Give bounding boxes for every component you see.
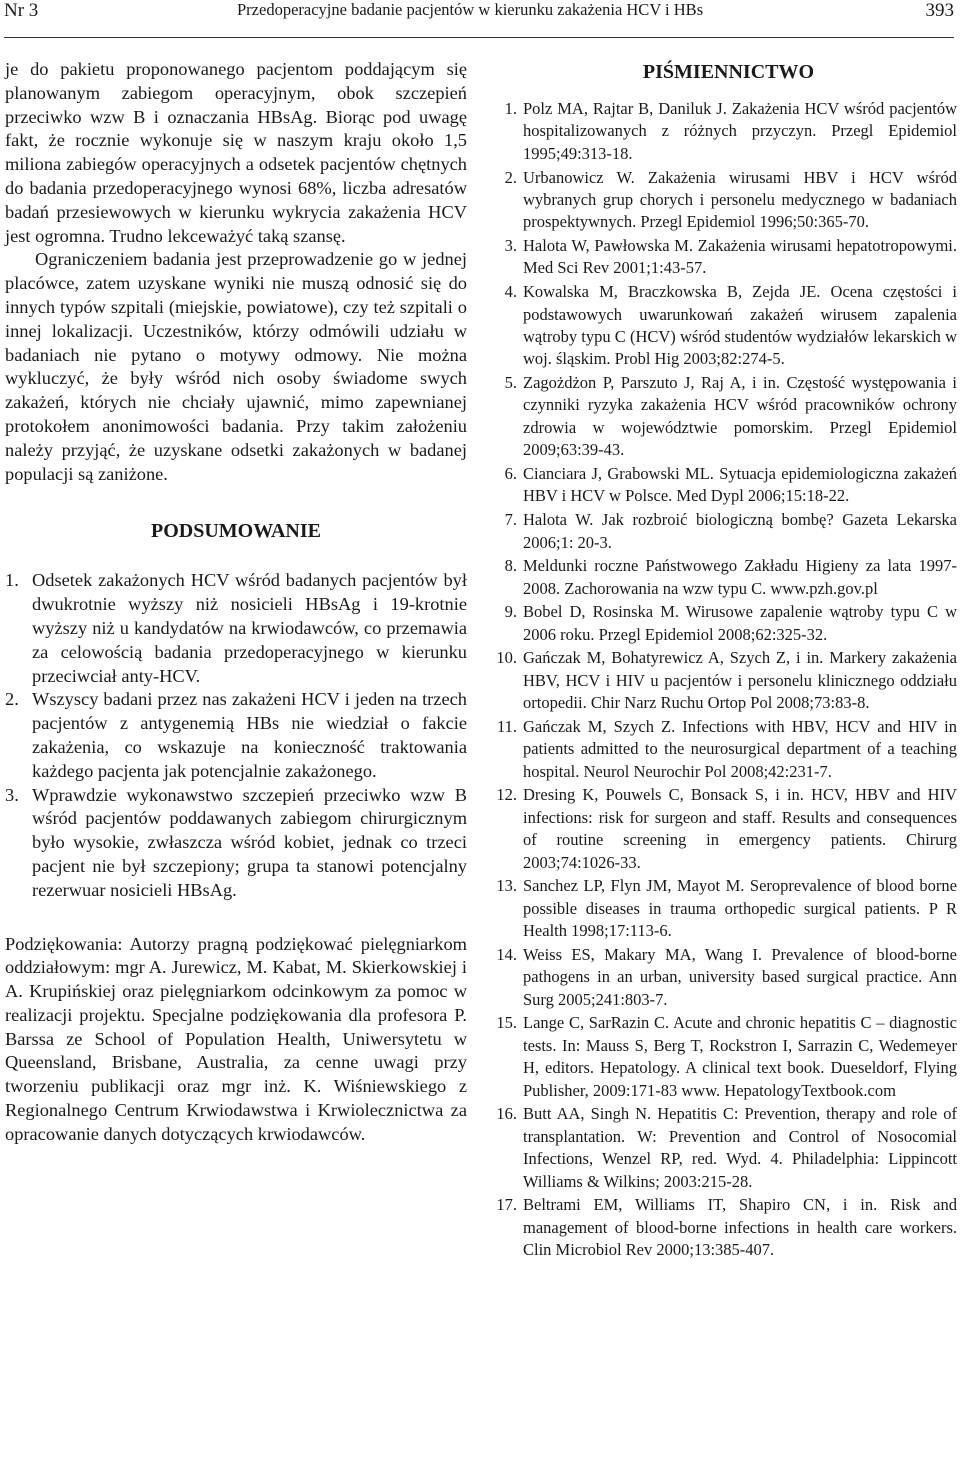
body-paragraph-1: je do pakietu proponowanego pacjentom poddającym się planowanym zabiegom operacyjnym, obok szczepień przeciwko wzw B i oznaczania HBsAg. Biorąc pod uwagę fakt, że rocznie wykonuje się w naszym kraju około 1,5 miliona zabiegów operacyjnych a odsetek pacjentów chętnych do badania przedoperacyjnego wynosi 68%, liczba adresatów badań przesiewowych w kierunku wykrycia zakażenia HCV jest ogromna. Trudno lekceważyć taką szansę. <box>5 59 467 246</box>
reference-text: Bobel D, Rosinska M. Wirusowe zapalenie wątroby typu C w 2006 roku. Przegl Epidemiol 2008;62:325-32. <box>523 602 957 644</box>
reference-item <box>490 372 957 462</box>
summary-item <box>5 688 467 783</box>
reference-number: 4. <box>504 282 517 302</box>
reference-text: Cianciara J, Grabowski ML. Sytuacja epidemiologiczna zakażeń HBV i HCV w Polsce. Med Dypl 2006;15:18-22. <box>523 463 957 506</box>
reference-item <box>490 647 957 714</box>
reference-number: 16. <box>496 1104 517 1124</box>
reference-item <box>490 463 957 508</box>
header-rule <box>4 37 954 38</box>
body-paragraph-2: Ograniczeniem badania jest przeprowadzenie go w jednej placówce, zatem uzyskane wyniki nie muszą odnosić się do innych typów szpitali (miejskie, powiatowe), czy też szpitali o innej lokalizacji. Uczestników, którzy odmówili udziału w badaniach nie pytano o motywy odmowy. Nie można wykluczyć, że były wśród nich osoby świadome swych zakażeń, których nie chciały ujawnić, mimo zapewnianej protokołem anonimowości badania. Przy takim założeniu należy przyjąć, że uzyskane odsetki zakażonych w badanej populacji są zaniżone. <box>5 249 467 484</box>
summary-item-text: Wprawdzie wykonawstwo szczepień przeciwko wzw B wśród pacjentów poddawanych zabiegom chirurgicznym było wysokie, zwłaszcza wśród kobiet, jednak co trzeci pacjent nie był szczepiony; grupa ta stanowi potencjalny rezerwuar nosicieli HBsAg. <box>32 784 467 900</box>
summary-item-text: Odsetek zakażonych HCV wśród badanych pacjentów był dwukrotnie wyższy niż nosicieli HBsAg i 19-krotnie wyższy niż u kandydatów na krwiodawców, co przemawia za celowością badania przedoperacyjnego w kierunku przeciwciał anty-HCV. <box>32 570 467 686</box>
summary-list <box>5 569 467 902</box>
reference-item <box>490 281 957 371</box>
reference-text: Butt AA, Singh N. Hepatitis C: Prevention, therapy and role of transplantation. W: Prevention and Control of Nosocomial Infections, Wenzel RP, red. Wyd. 4. Philadelphia: Lippincott Williams & Wilkins; 2003:215-28. <box>523 1104 957 1191</box>
reference-number: 7. <box>504 510 517 530</box>
reference-text: Zagożdżon P, Parszuto J, Raj A, i in. Częstość występowania i czynniki ryzyka zakażenia HCV wśród pracowników ochrony zdrowia w województwie pomorskim. Przegl Epidemiol 2009;63:39-43. <box>523 373 957 460</box>
reference-text: Polz MA, Rajtar B, Daniluk J. Zakażenia HCV wśród pacjentów hospitalizowanych z różnych przyczyn. Przegl Epidemiol 1995;49:313-18. <box>523 99 957 163</box>
reference-item <box>490 1194 957 1261</box>
reference-number: 5. <box>504 373 517 393</box>
reference-number: 1. <box>504 99 517 118</box>
reference-text: Weiss ES, Makary MA, Wang I. Prevalence of blood-borne pathogens in an urban, university based surgical practice. Ann Surg 2005;241:803-7. <box>523 944 957 1009</box>
references-list <box>490 98 957 1261</box>
page-number: 393 <box>925 0 954 21</box>
acknowledgements: Podziękowania: Autorzy pragną podziękować pielęgniarkom oddziałowym: mgr A. Jurewicz, M. Kabat, M. Skierkowskiej i A. Krupińskiej oraz pielęgniarkom odcinkowym za pomoc w realizacji projektu. Specjalne podziękowania dla profesora P. Barssa ze School of Population Health, Uniwersytetu w Queensland, Brisbane, Australia, za cenne uwagi przy tworzeniu publikacji oraz mgr inż. K. Wiśniewskiego z Regionalnego Centrum Krwiodawstwa i Krwiolecznictwa za opracowanie danych dotyczących krwiodawców. <box>5 933 467 1144</box>
reference-text: Beltrami EM, Williams IT, Shapiro CN, i in. Risk and management of blood-borne infections in health care workers. Clin Microbiol Rev 2000;13:385-407. <box>523 1195 957 1260</box>
reference-item <box>490 716 957 783</box>
reference-text: Gańczak M, Bohatyrewicz A, Szych Z, i in. Markery zakażenia HBV, HCV i HIV u pacjentów i personelu klinicznego oddziału ortopedii. Chir Narz Ruchu Ortop Pol 2008;73:83-8. <box>523 648 957 713</box>
summary-item <box>5 569 467 688</box>
reference-number: 6. <box>504 463 517 483</box>
reference-number: 3. <box>504 236 517 256</box>
reference-item <box>490 784 957 874</box>
reference-number: 11. <box>496 716 517 736</box>
reference-item <box>490 944 957 1011</box>
reference-number: 2. <box>504 167 517 187</box>
reference-text: Halota W, Pawłowska M. Zakażenia wirusami hepatotropowymi. Med Sci Rev 2001;1:43-57. <box>523 236 957 278</box>
reference-item <box>490 1103 957 1193</box>
summary-item-text: Wszyscy badani przez nas zakażeni HCV i jeden na trzech pacjentów z antygenemią HBs nie wiedział o fakcie zakażenia, co wskazuje na konieczność traktowania każdego pacjenta jak potencjalnie zakażonego. <box>32 689 467 781</box>
reference-item <box>490 235 957 280</box>
reference-text: Meldunki roczne Państwowego Zakładu Higieny za lata 1997- 2008. Zachorowania na wzw typu C. www.pzh.gov.pl <box>523 556 957 598</box>
summary-item-number: 3. <box>5 784 19 805</box>
reference-item <box>490 875 957 942</box>
running-title: Przedoperacyjne badanie pacjentów w kierunku zakażenia HCV i HBs <box>237 0 704 19</box>
references-heading: PIŚMIENNICTWO <box>642 61 815 83</box>
reference-text: Dresing K, Pouwels C, Bonsack S, i in. HCV, HBV and HIV infections: risk for surgeon and staff. Results and consequences of routine screening in emergency patients. Chirurg 2003;74:1026-33. <box>523 785 957 872</box>
reference-item <box>490 167 957 234</box>
issue-number: Nr 3 <box>4 0 39 21</box>
reference-number: 15. <box>496 1013 517 1033</box>
summary-item-number: 1. <box>5 570 19 591</box>
reference-number: 12. <box>496 785 517 805</box>
reference-text: Kowalska M, Braczkowska B, Zejda JE. Ocena częstości i podstawowych uwarunkowań zakażeń wirusem zapalenia wątroby typu C (HCV) wśród studentów wydziałów lekarskich w woj. śląskim. Probl Hig 2003;82:274-5. <box>523 282 957 369</box>
left-column <box>5 58 467 1147</box>
reference-text: Sanchez LP, Flyn JM, Mayot M. Seroprevalence of blood borne possible diseases in trauma orthopedic surgical patients. P R Health 1998;17:113-6. <box>523 876 957 941</box>
reference-number: 17. <box>496 1195 517 1215</box>
reference-item <box>490 98 957 165</box>
summary-heading: PODSUMOWANIE <box>150 520 321 543</box>
reference-text: Gańczak M, Szych Z. Infections with HBV, HCV and HIV in patients admitted to the neurosurgical department of a teaching hospital. Neurol Neurochir Pol 2008;42:231-7. <box>523 716 957 781</box>
reference-number: 9. <box>504 602 517 622</box>
reference-text: Halota W. Jak rozbroić biologiczną bombę? Gazeta Lekarska 2006;1: 20-3. <box>523 510 957 552</box>
reference-item <box>490 509 957 554</box>
reference-number: 10. <box>496 648 517 668</box>
reference-number: 8. <box>504 556 517 576</box>
reference-text: Lange C, SarRazin C. Acute and chronic hepatitis C – diagnostic tests. In: Mauss S, Berg T, Rockstron I, Sarrazin C, Wedemeyer H, editors. Hepatology. A clinical text book. Dueseldorf, Flying Publisher, 2009:171-83 www. HepatologyTextbook.com <box>523 1013 957 1100</box>
reference-number: 14. <box>496 944 517 964</box>
reference-number: 13. <box>496 876 517 896</box>
summary-item-number: 2. <box>5 689 19 710</box>
page-header <box>4 0 954 30</box>
reference-text: Urbanowicz W. Zakażenia wirusami HBV i HCV wśród wybranych grup chorych i personelu medycznego w badaniach prospektywnych. Przegl Epidemiol 1996;50:365-70. <box>523 167 957 232</box>
summary-item <box>5 784 467 903</box>
right-column <box>490 61 957 1263</box>
reference-item <box>490 1012 957 1102</box>
reference-item <box>490 601 957 646</box>
reference-item <box>490 555 957 600</box>
